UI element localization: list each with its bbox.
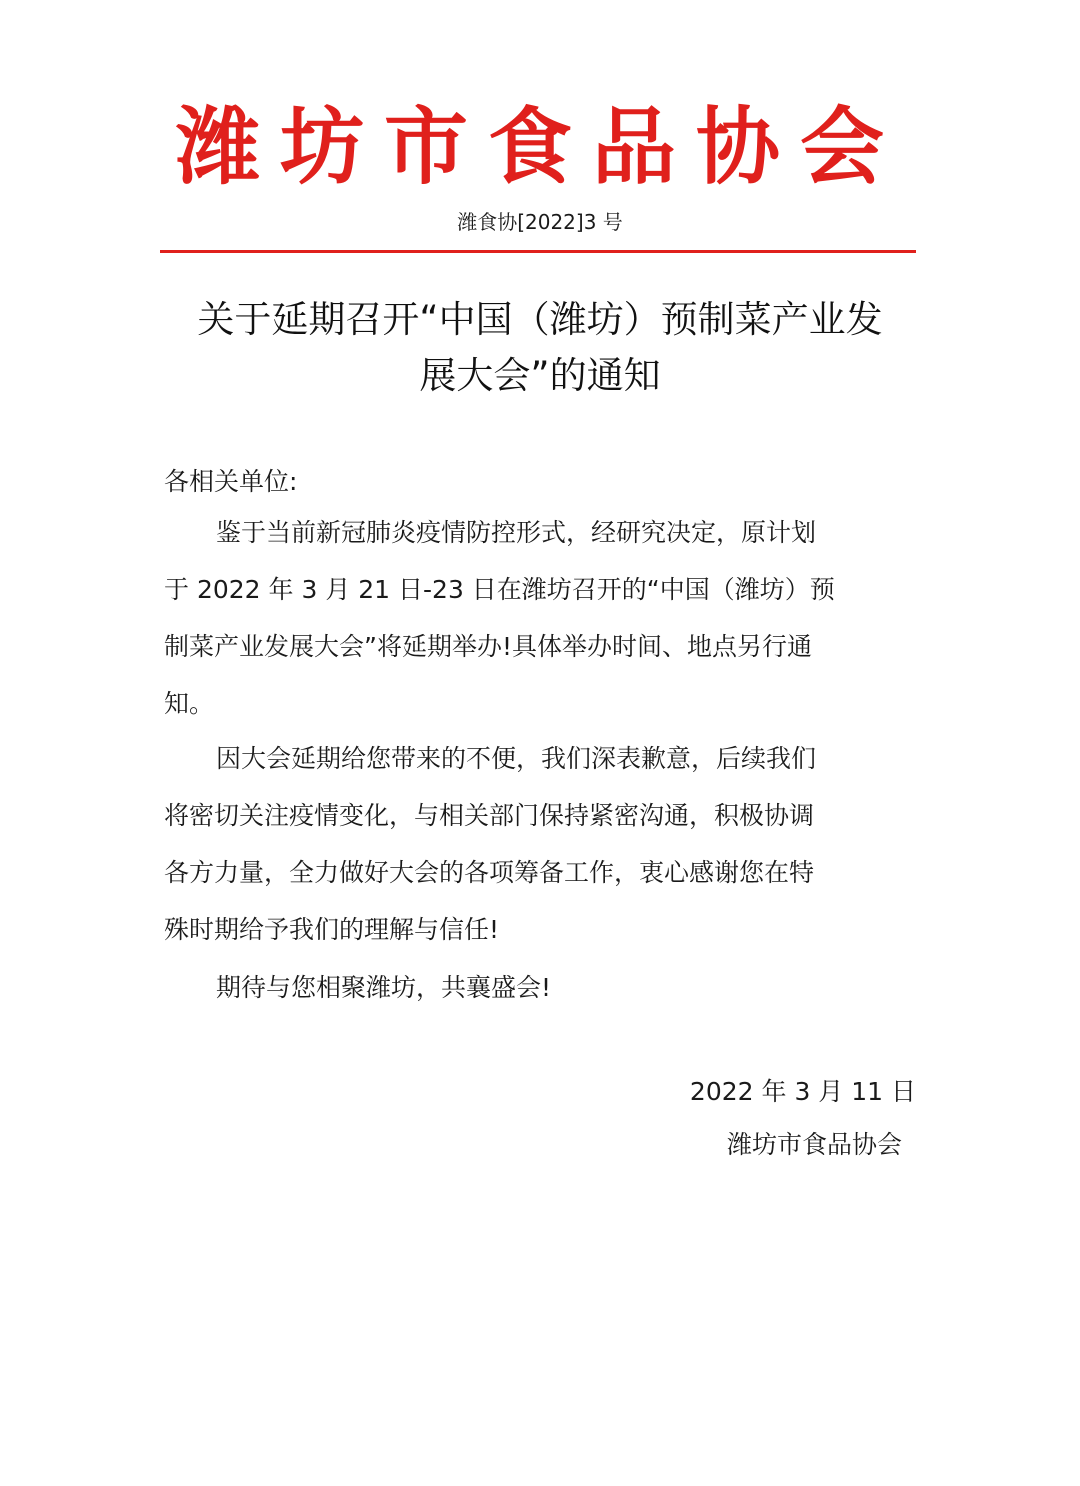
title-line: 展大会”的通知 (419, 354, 661, 397)
letterhead-divider (160, 250, 916, 253)
paragraph-line: 鉴于当前新冠肺炎疫情防控形式，经研究决定，原计划 (216, 518, 817, 547)
paragraph-line: 知。 (164, 689, 215, 718)
paragraph-apology (164, 730, 916, 958)
paragraph-line: 于 2022 年 3 月 21 日-23 日在潍坊召开的“中国（潍坊）预 (164, 575, 835, 604)
paragraph-line: 将密切关注疫情变化，与相关部门保持紧密沟通，积极协调 (164, 801, 815, 830)
document-number: 潍食协[2022]3 号 (457, 210, 623, 234)
paragraph-postponement (164, 504, 916, 732)
signature-date: 2022 年 3 月 11 日 (689, 1077, 916, 1106)
paragraph-line: 制菜产业发展大会”将延期举办!具体举办时间、地点另行通 (164, 632, 812, 661)
title-line: 关于延期召开“中国（潍坊）预制菜产业发 (197, 298, 883, 341)
paragraph-line: 殊时期给予我们的理解与信任! (164, 915, 500, 944)
letterhead-org-name: 潍坊市食品协会 (175, 98, 904, 196)
paragraph-closing (164, 959, 916, 1016)
paragraph-line: 因大会延期给您带来的不便，我们深表歉意，后续我们 (216, 744, 817, 773)
signature-org: 潍坊市食品协会 (726, 1130, 902, 1159)
paragraph-line: 期待与您相聚潍坊，共襄盛会! (216, 973, 552, 1002)
paragraph-line: 各方力量，全力做好大会的各项筹备工作，衷心感谢您在特 (164, 858, 815, 887)
notice-title (160, 292, 920, 404)
salutation: 各相关单位: (164, 467, 298, 496)
